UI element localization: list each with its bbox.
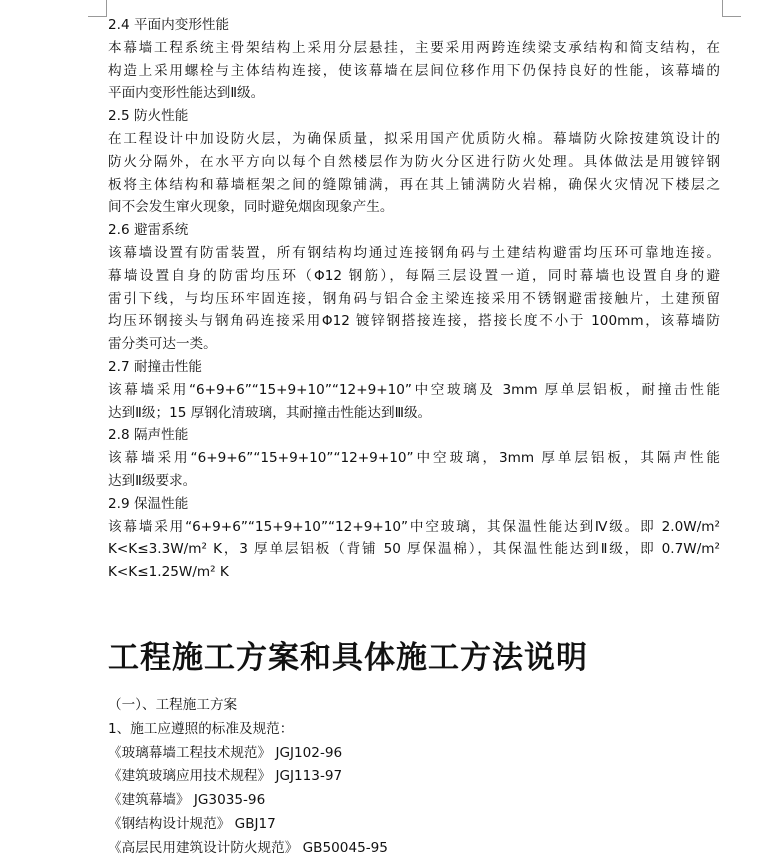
section-heading-2-7: 2.7 耐撞击性能 xyxy=(108,358,202,375)
section-heading-2-9: 2.9 保温性能 xyxy=(108,495,189,512)
section-heading-2-5: 2.5 防火性能 xyxy=(108,108,189,125)
standard-reference: 《玻璃幕墙工程技术规范》 JGJ102-96 xyxy=(108,744,343,761)
paragraph-line: 间不会发生窜火现象，同时避免烟囱现象产生。 xyxy=(108,199,394,216)
paragraph-line: K<K≤3.3W/m² K，3 厚单层铝板（背铺 50 厚保温棉），其保温性能达到Ⅱ级，即 0.7W/m² xyxy=(108,541,720,558)
document-page xyxy=(108,14,720,861)
paragraph-line: 该幕墙设置有防雷装置，所有钢结构均通过连接钢角码与土建结构避雷均压环可靠地连接。 xyxy=(108,244,720,261)
margin-corner-mark-right xyxy=(722,0,741,17)
paragraph-line: 本幕墙工程系统主骨架结构上采用分层悬挂，主要采用两跨连续梁支承结构和简支结构，在 xyxy=(108,39,720,56)
margin-corner-mark-left xyxy=(88,0,107,17)
paragraph-line: 在工程设计中加设防火层，为确保质量，拟采用国产优质防火棉。幕墙防火除按建筑设计的 xyxy=(108,130,720,147)
standard-reference: 《建筑玻璃应用技术规程》 JGJ113-97 xyxy=(108,768,343,785)
paragraph-line: 达到Ⅱ级要求。 xyxy=(108,472,197,489)
paragraph-line: 板将主体结构和幕墙框架之间的缝隙铺满，再在其上铺满防火岩棉，确保火灾情况下楼层之 xyxy=(108,176,720,193)
paragraph-line: 均压环钢接头与钢角码连接采用Φ12 镀锌钢搭接连接，搭接长度不小于 100mm，该幕墙防 xyxy=(108,313,720,330)
paragraph-line: 平面内变形性能达到Ⅱ级。 xyxy=(108,85,265,102)
paragraph-line: 该幕墙采用“6+9+6”“15+9+10”“12+9+10”中空玻璃及 3mm 厚单层铝板，耐撞击性能 xyxy=(108,381,720,398)
section-heading-2-8: 2.8 隔声性能 xyxy=(108,427,189,444)
section-heading-2-6: 2.6 避雷系统 xyxy=(108,222,189,239)
standard-reference: 《高层民用建筑设计防火规范》 GB50045-95 xyxy=(108,839,388,856)
subsection-heading: （一）、工程施工方案 xyxy=(108,696,238,713)
paragraph-line: K<K≤1.25W/m² K xyxy=(108,564,229,581)
list-item: 1、施工应遵照的标准及规范： xyxy=(108,720,294,737)
paragraph-line: 达到Ⅱ级；15 厚钢化清玻璃，其耐撞击性能达到Ⅲ级。 xyxy=(108,404,432,421)
standard-reference: 《钢结构设计规范》 GBJ17 xyxy=(108,815,276,832)
paragraph-line: 幕墙设置自身的防雷均压环（Φ12 钢筋），每隔三层设置一道，同时幕墙也设置自身的避 xyxy=(108,267,720,284)
paragraph-line: 雷分类可达一类。 xyxy=(108,336,217,353)
paragraph-line: 该幕墙采用“6+9+6”“15+9+10”“12+9+10”中空玻璃，其保温性能达到Ⅳ级。即 2.0W/m² xyxy=(108,518,720,535)
paragraph-line: 雷引下线，与均压环牢固连接，钢角码与铝合金主梁连接采用不锈钢避雷接触片，土建预留 xyxy=(108,290,720,307)
document-title: 工程施工方案和具体施工方法说明 xyxy=(108,639,588,676)
standard-reference: 《建筑幕墙》 JG3035-96 xyxy=(108,792,266,809)
paragraph-line: 该幕墙采用“6+9+6”“15+9+10”“12+9+10”中空玻璃，3mm 厚单层铝板，其隔声性能 xyxy=(108,450,720,467)
paragraph-line: 防火分隔外，在水平方向以每个自然楼层作为防火分区进行防火处理。具体做法是用镀锌钢 xyxy=(108,153,720,170)
section-heading-2-4: 2.4 平面内变形性能 xyxy=(108,17,230,33)
paragraph-line: 构造上采用螺栓与主体结构连接，使该幕墙在层间位移作用下仍保持良好的性能，该幕墙的 xyxy=(108,62,720,79)
